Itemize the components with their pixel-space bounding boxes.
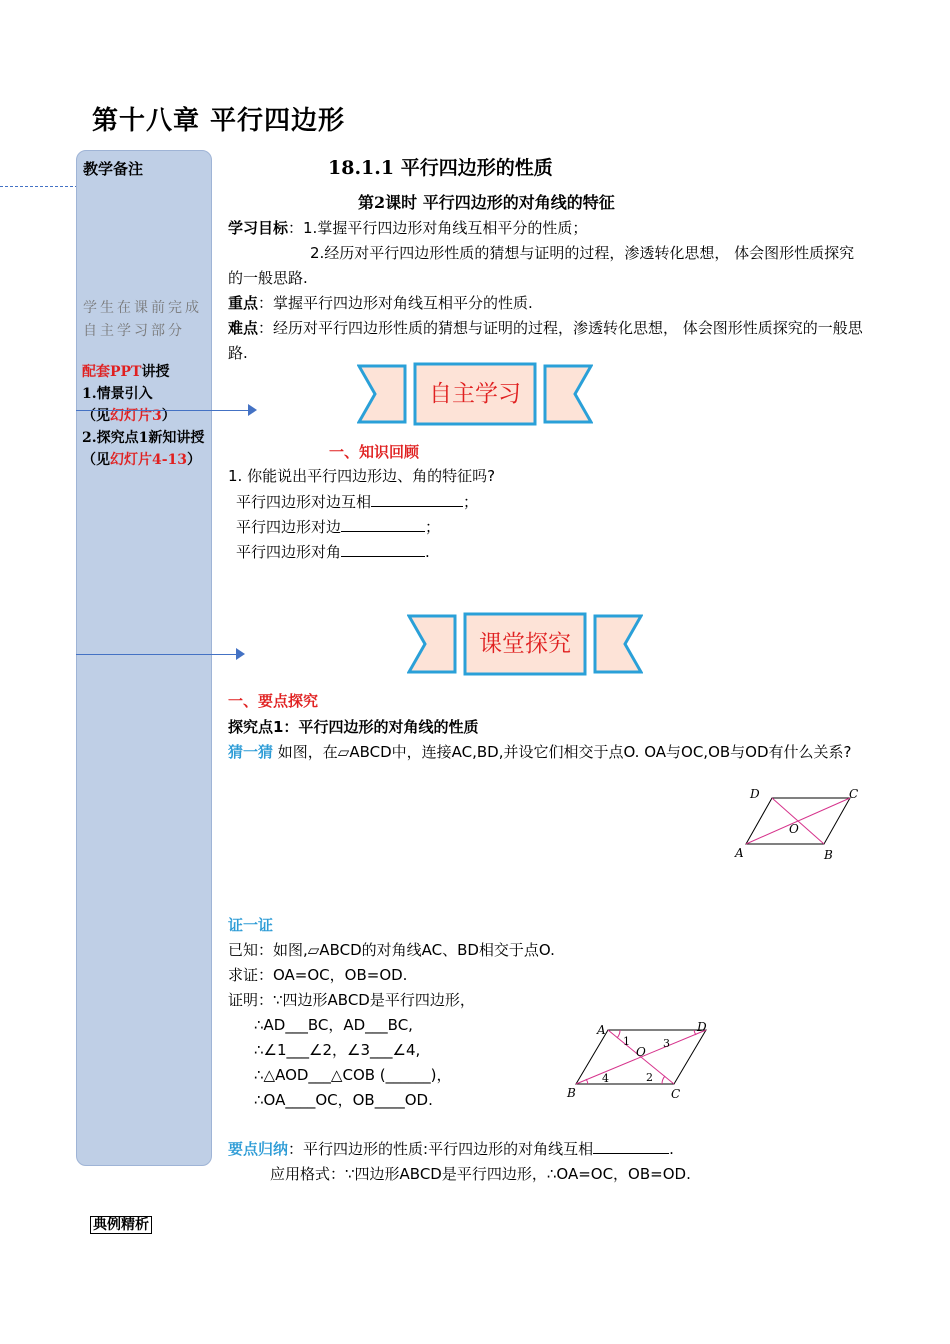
- vertex-label-b: B: [567, 1086, 576, 1100]
- summary-text: ：平行四边形的性质:平行四边形的对角线互相: [288, 1140, 594, 1158]
- arrow-head-icon: [248, 404, 257, 416]
- center-label-o: O: [789, 822, 799, 836]
- ref-close: ）: [187, 452, 202, 468]
- ref-open: （见: [82, 452, 110, 468]
- arrow-line-1: [76, 410, 252, 411]
- key-point-text: ：掌握平行四边形对角线互相平分的性质.: [258, 294, 533, 312]
- application-format: 应用格式：∵四边形ABCD是平行四边形，∴OA=OC，OB=OD.: [270, 1165, 691, 1183]
- answer-blank[interactable]: [341, 541, 425, 557]
- summary-label: 要点归纳: [228, 1140, 289, 1158]
- self-study-note: 学生在课前完成自主学习部分: [83, 300, 202, 339]
- slide-ref-1: 幻灯片3: [110, 408, 162, 424]
- center-label-o: O: [636, 1045, 646, 1059]
- review-line-1-text: 平行四边形对边互相: [236, 493, 372, 511]
- arrow-head-icon: [236, 648, 245, 660]
- vertex-label-b: B: [824, 848, 833, 862]
- summary-end: .: [669, 1140, 674, 1158]
- angle-label-3: 3: [663, 1037, 670, 1050]
- sidebar-title: 教学备注: [83, 160, 144, 178]
- difficulty-label: 难点: [228, 319, 259, 337]
- ppt-label-suffix: 讲授: [141, 364, 170, 380]
- parallelogram-figure-1: [728, 784, 868, 864]
- objectives-label: 学习目标: [228, 219, 289, 237]
- prove-label: 证一证: [228, 916, 274, 934]
- review-line-1: [236, 490, 478, 515]
- vertex-label-c: C: [849, 787, 859, 801]
- objective-2: 2.经历对平行四边形性质的猜想与证明的过程，渗透转化思想， 体会图形性质探究的一般思路.: [228, 244, 855, 287]
- ref-open: （见: [82, 408, 110, 424]
- review-line-3-end: .: [425, 543, 430, 561]
- answer-blank[interactable]: [341, 516, 425, 532]
- ppt-label: 配套PPT: [82, 364, 142, 380]
- given-text: 已知：如图,▱ABCD的对角线AC、BD相交于点O.: [228, 941, 555, 959]
- review-line-1-end: ；: [463, 493, 479, 511]
- sidebar-notes: [82, 361, 206, 471]
- review-line-3-text: 平行四边形对角: [236, 543, 342, 561]
- parallelogram-figure-2: [560, 1018, 720, 1102]
- explore-heading: 一、要点探究: [228, 692, 319, 710]
- summary-block: [228, 1137, 674, 1162]
- note-item-1: 1.情景引入: [82, 386, 153, 402]
- slide-ref-2: 幻灯片4-13: [110, 452, 188, 468]
- self-study-banner: [357, 362, 593, 426]
- to-prove-text: 求证：OA=OC，OB=OD.: [228, 966, 408, 984]
- example-section-label: [90, 1214, 152, 1234]
- objective-1: ：1.掌握平行四边形对角线互相平分的性质；: [288, 219, 588, 237]
- ref-close: ）: [161, 408, 176, 424]
- answer-blank[interactable]: [593, 1138, 669, 1154]
- objectives-block: [228, 216, 868, 366]
- lesson-title: 第2课时 平行四边形的对角线的特征: [358, 193, 615, 212]
- review-heading: 一、知识回顾: [329, 443, 420, 461]
- difficulty-text: ：经历对平行四边形性质的猜想与证明的过程，渗透转化思想， 体会图形性质探究的一般思路.: [228, 319, 863, 362]
- review-line-2-text: 平行四边形对边: [236, 518, 342, 536]
- dotted-divider: [0, 186, 78, 187]
- review-question: 1. 你能说出平行四边形边、角的特征吗?: [228, 467, 496, 485]
- angle-label-4: 4: [602, 1072, 609, 1085]
- classroom-explore-banner: [407, 612, 643, 676]
- proof-text: 证明：∵四边形ABCD是平行四边形，: [228, 991, 475, 1009]
- guess-block: [228, 740, 868, 765]
- arrow-line-2: [76, 654, 240, 655]
- review-line-3: [236, 540, 430, 565]
- angle-label-1: 1: [623, 1035, 630, 1048]
- chapter-title: 第十八章 平行四边形: [92, 106, 346, 136]
- proof-step-3: ∴△AOD___△COB (______)，: [254, 1066, 452, 1084]
- angle-label-2: 2: [646, 1071, 653, 1084]
- banner-label: 课堂探究: [479, 631, 571, 657]
- vertex-label-d: D: [750, 787, 760, 801]
- review-line-2-end: ；: [425, 518, 441, 536]
- answer-blank[interactable]: [371, 491, 463, 507]
- guess-label: 猜一猜: [228, 743, 274, 761]
- vertex-label-c: C: [671, 1087, 681, 1101]
- section-title: 18.1.1 平行四边形的性质: [328, 157, 553, 179]
- proof-step-2: ∴∠1___∠2，∠3___∠4,: [254, 1041, 421, 1059]
- vertex-label-d: D: [697, 1020, 707, 1034]
- proof-step-1: ∴AD___BC，AD___BC,: [254, 1016, 413, 1034]
- explore-point-1: 探究点1：平行四边形的对角线的性质: [228, 718, 479, 736]
- key-point-label: 重点: [228, 294, 259, 312]
- vertex-label-a: A: [597, 1023, 606, 1037]
- example-label: 典例精析: [90, 1216, 152, 1234]
- review-line-2: [236, 515, 440, 540]
- proof-step-4: ∴OA____OC，OB____OD.: [254, 1091, 433, 1109]
- note-item-2: 2.探究点1新知讲授: [82, 430, 205, 446]
- guess-text: 如图，在▱ABCD中，连接AC,BD,并设它们相交于点O. OA与OC,OB与OD有什么关系?: [273, 743, 852, 761]
- vertex-label-a: A: [735, 846, 744, 860]
- banner-label: 自主学习: [429, 381, 521, 407]
